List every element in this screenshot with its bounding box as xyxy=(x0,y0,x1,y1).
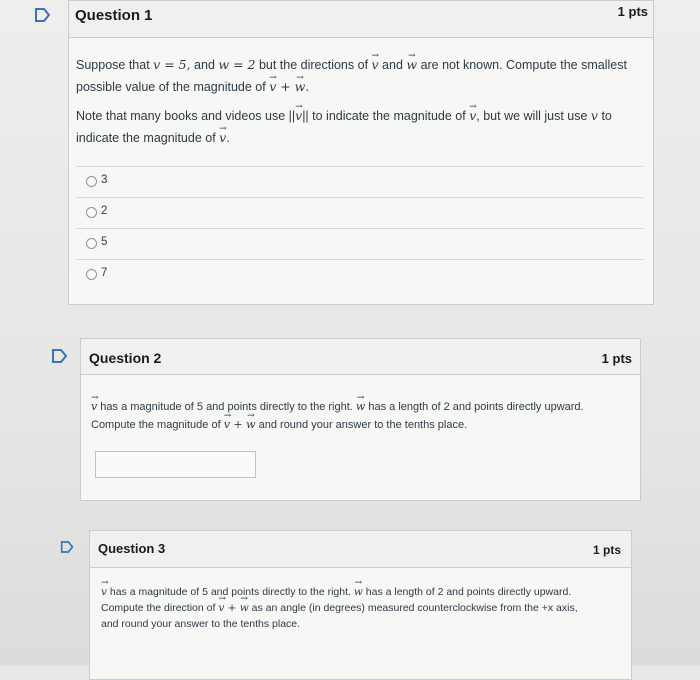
question-3-header xyxy=(90,531,631,568)
vector-w: → w xyxy=(295,76,306,98)
question-1-note xyxy=(76,105,646,149)
plus-sign: + xyxy=(224,602,240,614)
answer-label: 7 xyxy=(101,267,108,279)
prompt-text: as an angle (in degrees) measured counterclockwise from the +x axis, xyxy=(248,602,578,614)
question-2-prompt xyxy=(91,398,636,434)
flag-outline-icon[interactable] xyxy=(34,8,52,22)
prompt-text: has a length of 2 and points directly upward. xyxy=(365,401,584,413)
vector-w: → w xyxy=(356,398,365,416)
note-text: || to indicate the magnitude of xyxy=(302,109,470,123)
flag-outline-icon[interactable] xyxy=(51,349,69,363)
scalar-v: v xyxy=(590,108,598,123)
vector-v: → v xyxy=(101,584,107,600)
answer-option[interactable] xyxy=(76,166,643,197)
prompt-text: are not known. Compute the smallest possible value of the magnitude of xyxy=(76,58,627,94)
question-title: Question 2 xyxy=(89,350,162,366)
question-points: 1 pts xyxy=(592,543,621,557)
note-text: Note that many books and videos use || xyxy=(76,109,296,123)
vector-w: → w xyxy=(354,584,363,600)
answer-label: 3 xyxy=(101,174,108,186)
answer-label: 5 xyxy=(101,236,108,248)
radio-button[interactable] xyxy=(86,269,97,280)
prompt-text: has a magnitude of 5 and points directly to the right. xyxy=(97,401,356,413)
vector-v: → v xyxy=(469,105,476,127)
prompt-text: and xyxy=(378,58,407,72)
vector-v: → v xyxy=(269,76,276,98)
prompt-text: Suppose that xyxy=(76,58,154,72)
prompt-text: has a magnitude of 5 and points directly to the right. xyxy=(106,586,354,598)
w-expression: w = 2 xyxy=(218,57,256,72)
answer-label: 2 xyxy=(101,205,108,217)
question-points: 1 pts xyxy=(601,351,632,366)
answer-input[interactable] xyxy=(95,451,256,478)
question-1-header xyxy=(69,1,653,38)
prompt-text: has a length of 2 and points directly upward. xyxy=(362,586,572,598)
prompt-text: Compute the magnitude of xyxy=(91,419,224,431)
vector-v: → v xyxy=(295,105,302,127)
radio-button[interactable] xyxy=(86,238,97,249)
plus-sign: + xyxy=(229,418,247,431)
vector-w: → w xyxy=(240,600,249,616)
vector-v: → v xyxy=(218,600,224,616)
v-expression: v = 5, xyxy=(153,57,191,72)
vector-w: → w xyxy=(406,54,417,76)
vector-v: → v xyxy=(219,127,226,149)
note-text: to indicate the magnitude of xyxy=(76,109,612,145)
answer-option[interactable] xyxy=(76,197,643,228)
question-points: 1 pts xyxy=(617,4,648,19)
plus-sign: + xyxy=(276,79,295,94)
radio-button[interactable] xyxy=(86,207,97,218)
question-1-prompt: Suppose that v = 5, and w = 2 but the directions of → v and → w are not known. Compute the smallest possible value of the magnitude of → v + → w. xyxy=(76,54,646,98)
prompt-text: and xyxy=(190,58,219,72)
question-title: Question 3 xyxy=(98,541,166,556)
prompt-text: but the directions of xyxy=(255,58,372,72)
prompt-text: and round your answer to the tenths place. xyxy=(101,618,301,630)
answer-option[interactable] xyxy=(76,259,643,290)
prompt-text: Compute the direction of xyxy=(101,602,219,614)
prompt-text: and round your answer to the tenths place. xyxy=(255,419,468,431)
vector-w: → w xyxy=(246,416,255,434)
note-text: , but we will just use xyxy=(476,109,591,123)
vector-v: → v xyxy=(224,416,230,434)
answer-option[interactable] xyxy=(76,228,643,259)
flag-outline-icon[interactable] xyxy=(60,541,75,555)
question-2-header xyxy=(81,339,640,375)
radio-button[interactable] xyxy=(86,176,97,187)
note-text: . xyxy=(226,131,230,145)
vector-v: → v xyxy=(91,398,97,416)
vector-v: → v xyxy=(372,54,379,76)
question-3-prompt xyxy=(101,584,626,632)
question-title: Question 1 xyxy=(75,7,153,24)
